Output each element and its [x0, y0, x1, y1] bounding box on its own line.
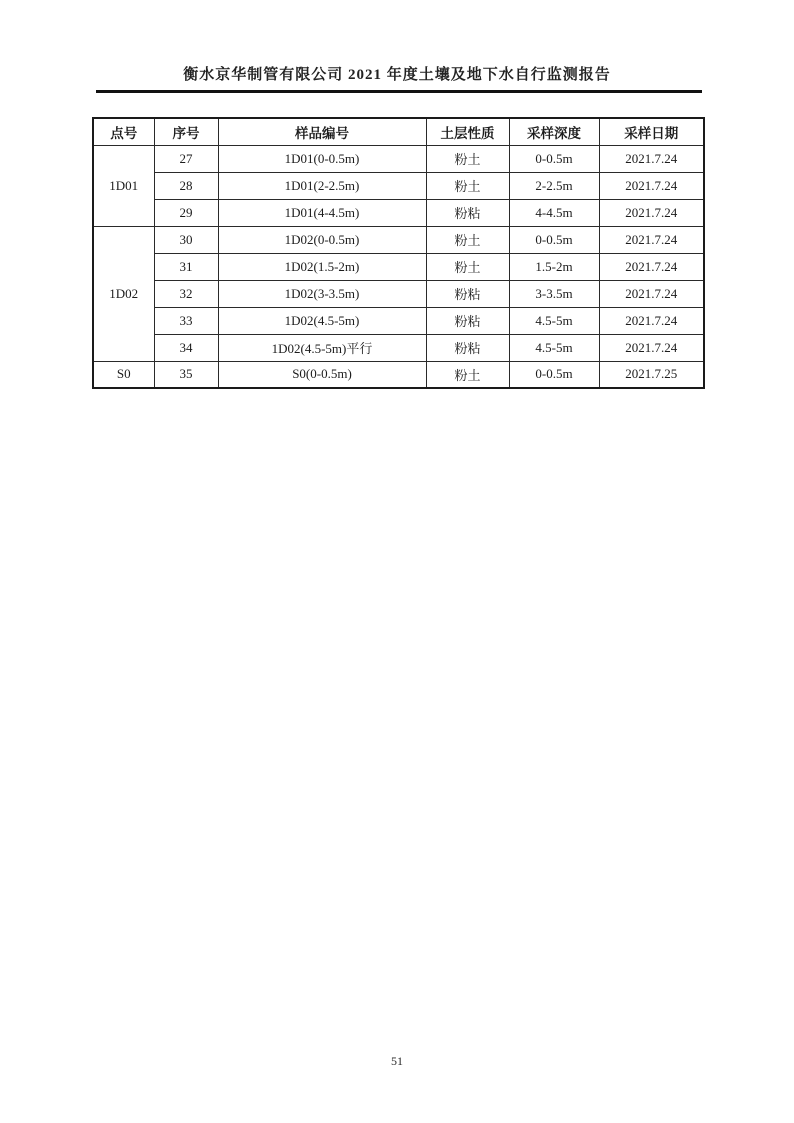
- sample-id-cell: 1D01(0-0.5m): [218, 145, 426, 172]
- sample-id-cell: 1D02(4.5-5m)平行: [218, 334, 426, 361]
- col-header-depth: 采样深度: [509, 118, 599, 145]
- depth-cell: 4.5-5m: [509, 334, 599, 361]
- sample-id-cell: 1D02(0-0.5m): [218, 226, 426, 253]
- sample-id-cell: 1D01(2-2.5m): [218, 172, 426, 199]
- soil-type-cell: 粉粘: [426, 334, 509, 361]
- soil-type-cell: 粉粘: [426, 307, 509, 334]
- table-header-row: [93, 118, 704, 145]
- date-cell: 2021.7.24: [599, 172, 704, 199]
- point-id-cell: 1D02: [93, 226, 154, 361]
- seq-cell: 27: [154, 145, 218, 172]
- seq-cell: 28: [154, 172, 218, 199]
- page-header-title: 衡水京华制管有限公司 2021 年度土壤及地下水自行监测报告: [183, 67, 611, 83]
- date-cell: 2021.7.25: [599, 361, 704, 388]
- sample-id-cell: 1D02(3-3.5m): [218, 280, 426, 307]
- soil-type-cell: 粉粘: [426, 199, 509, 226]
- table-row: [93, 253, 704, 280]
- sampling-table: [92, 117, 705, 389]
- date-cell: 2021.7.24: [599, 280, 704, 307]
- point-id-cell: S0: [93, 361, 154, 388]
- point-id-cell: 1D01: [93, 145, 154, 226]
- col-header-point: 点号: [93, 118, 154, 145]
- seq-cell: 31: [154, 253, 218, 280]
- date-cell: 2021.7.24: [599, 145, 704, 172]
- sample-id-cell: 1D02(1.5-2m): [218, 253, 426, 280]
- depth-cell: 2-2.5m: [509, 172, 599, 199]
- depth-cell: 3-3.5m: [509, 280, 599, 307]
- soil-type-cell: 粉土: [426, 253, 509, 280]
- soil-type-cell: 粉土: [426, 145, 509, 172]
- sample-table-body: [93, 145, 704, 388]
- table-row: [93, 172, 704, 199]
- depth-cell: 4.5-5m: [509, 307, 599, 334]
- sample-id-cell: S0(0-0.5m): [218, 361, 426, 388]
- seq-cell: 35: [154, 361, 218, 388]
- seq-cell: 32: [154, 280, 218, 307]
- col-header-seq: 序号: [154, 118, 218, 145]
- col-header-date: 采样日期: [599, 118, 704, 145]
- date-cell: 2021.7.24: [599, 307, 704, 334]
- table-row: [93, 334, 704, 361]
- date-cell: 2021.7.24: [599, 253, 704, 280]
- date-cell: 2021.7.24: [599, 226, 704, 253]
- table-row: [93, 307, 704, 334]
- soil-type-cell: 粉土: [426, 361, 509, 388]
- date-cell: 2021.7.24: [599, 199, 704, 226]
- soil-type-cell: 粉土: [426, 172, 509, 199]
- soil-type-cell: 粉粘: [426, 280, 509, 307]
- table-row: [93, 199, 704, 226]
- table-row: [93, 145, 704, 172]
- depth-cell: 1.5-2m: [509, 253, 599, 280]
- col-header-sample: 样品编号: [218, 118, 426, 145]
- seq-cell: 29: [154, 199, 218, 226]
- sample-id-cell: 1D02(4.5-5m): [218, 307, 426, 334]
- seq-cell: 30: [154, 226, 218, 253]
- date-cell: 2021.7.24: [599, 334, 704, 361]
- seq-cell: 33: [154, 307, 218, 334]
- sample-id-cell: 1D01(4-4.5m): [218, 199, 426, 226]
- table-row: [93, 280, 704, 307]
- page-number: 51: [391, 1054, 403, 1068]
- depth-cell: 0-0.5m: [509, 145, 599, 172]
- depth-cell: 0-0.5m: [509, 226, 599, 253]
- seq-cell: 34: [154, 334, 218, 361]
- depth-cell: 0-0.5m: [509, 361, 599, 388]
- table-row: [93, 226, 704, 253]
- col-header-soil: 土层性质: [426, 118, 509, 145]
- table-row: [93, 361, 704, 388]
- header-double-rule: [96, 90, 702, 93]
- soil-type-cell: 粉土: [426, 226, 509, 253]
- depth-cell: 4-4.5m: [509, 199, 599, 226]
